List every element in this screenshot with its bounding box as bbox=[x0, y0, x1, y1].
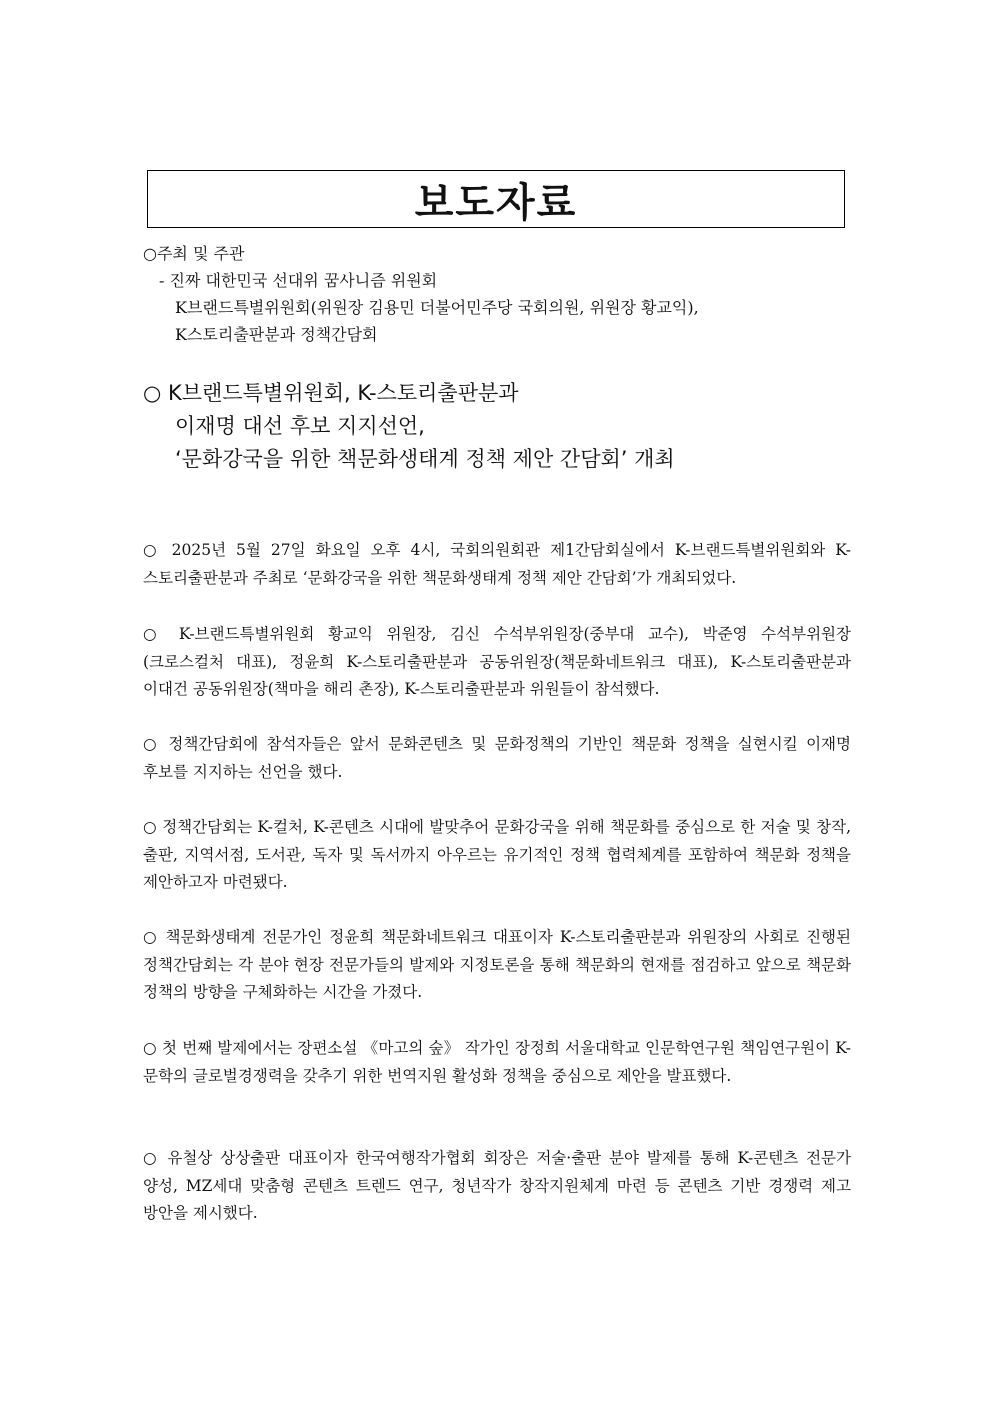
headline bbox=[143, 377, 675, 476]
body-paragraph: ○ 유철상 상상출판 대표이자 한국여행작가협회 회장은 저술·출판 분야 발제를 통해 K-콘텐츠 전문가 양성, MZ세대 맞춤형 콘텐츠 트렌드 연구, 청년작가 창작지원체계 마련 등 콘텐츠 기반 경쟁력 제고 방안을 제시했다. bbox=[143, 1149, 851, 1222]
organizer-line: K스토리출판분과 정책간담회 bbox=[175, 325, 378, 344]
organizer-line: K브랜드특별위원회(위원장 김용민 더불어민주당 국회의원, 위원장 황교익), bbox=[175, 298, 699, 317]
organizers-section bbox=[143, 240, 699, 348]
headline-line: ‘문화강국을 위한 책문화생태계 정책 제안 간담회’ 개최 bbox=[175, 447, 675, 471]
body-paragraph: ○ 책문화생태계 전문가인 정윤희 책문화네트워크 대표이자 K-스토리출판분과 위원장의 사회로 진행된 정책간담회는 각 분야 현장 전문가들의 발제와 지정토론을 통해 책문화의 현재를 점검하고 앞으로 책문화 정책의 방향을 구체화하는 시간을 가졌다. bbox=[143, 928, 851, 1001]
headline-line: ○ K브랜드특별위원회, K-스토리출판분과 bbox=[143, 381, 519, 405]
body-paragraph: ○ 정책간담회는 K-컬처, K-콘텐츠 시대에 발맞추어 문화강국을 위해 책문화를 중심으로 한 저술 및 창작, 출판, 지역서점, 도서관, 독자 및 독서까지 아우르는 유기적인 정책 협력체계를 포함하여 책문화 정책을 제안하고자 마련됐다. bbox=[143, 818, 851, 891]
body-paragraph: ○ 첫 번째 발제에서는 장편소설 《마고의 숲》 작가인 장정희 서울대학교 인문학연구원 책임연구원이 K-문학의 글로벌경쟁력을 갖추기 위한 번역지원 활성화 정책을 중심으로 제안을 발표했다. bbox=[143, 1039, 851, 1085]
headline-line: 이재명 대선 후보 지지선언, bbox=[175, 414, 425, 438]
organizer-line: - 진짜 대한민국 선대위 꿈사니즘 위원회 bbox=[159, 271, 438, 290]
page-title: 보도자료 bbox=[414, 179, 578, 226]
body-paragraph: ○ K-브랜드특별위원회 황교익 위원장, 김신 수석부위원장(중부대 교수), 박준영 수석부위원장(크로스컬처 대표), 정윤희 K-스토리출판분과 공동위원장(책문화네트워크 대표), K-스토리출판분과 이대건 공동위원장(책마을 해리 촌장), K-스토리출판분과 위원들이 참석했다. bbox=[143, 625, 851, 698]
body-paragraph: ○ 2025년 5월 27일 화요일 오후 4시, 국회의원회관 제1간담회실에서 K-브랜드특별위원회와 K-스토리출판분과 주최로 ‘문화강국을 위한 책문화생태계 정책 제안 간담회’가 개최되었다. bbox=[143, 541, 851, 587]
organizers-heading: ○주최 및 주관 bbox=[143, 244, 245, 263]
title-box bbox=[147, 170, 845, 228]
body-paragraph: ○ 정책간담회에 참석자들은 앞서 문화콘텐츠 및 문화정책의 기반인 책문화 정책을 실현시킬 이재명 후보를 지지하는 선언을 했다. bbox=[143, 735, 851, 781]
